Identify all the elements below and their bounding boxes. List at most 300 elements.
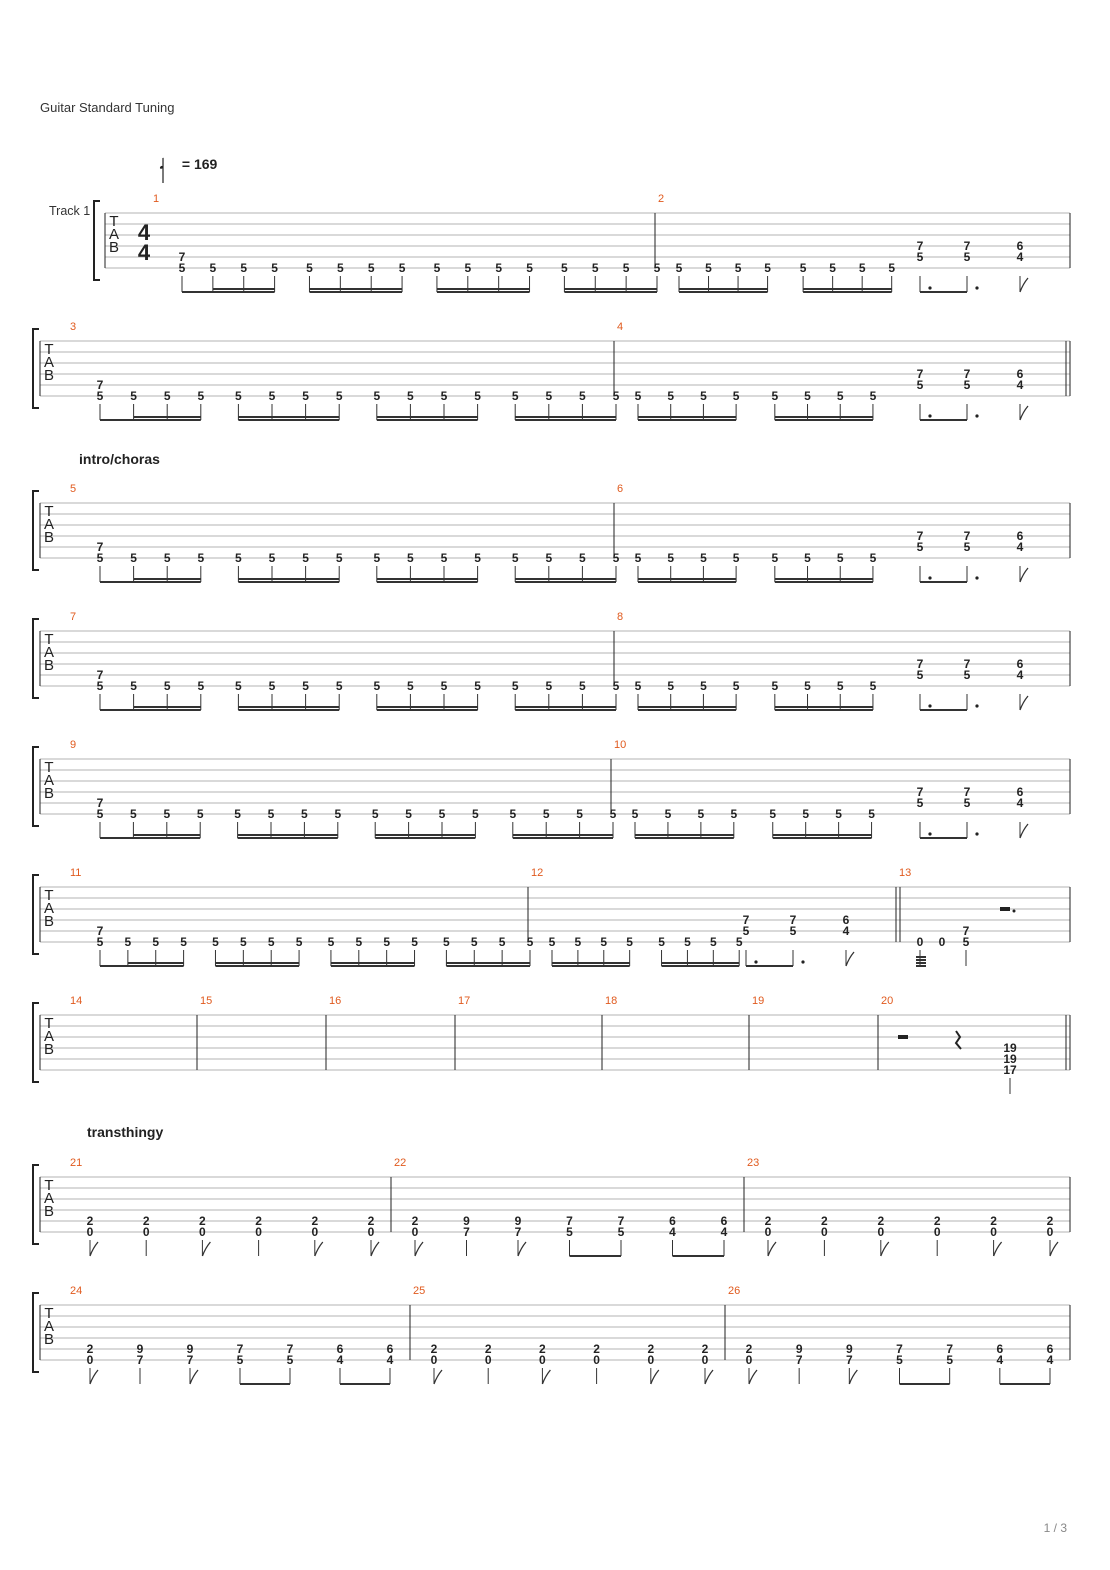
- measure-number: 4: [617, 321, 624, 333]
- fret-number: 5: [612, 679, 620, 693]
- fret-number: 0: [593, 1353, 600, 1367]
- fret-number: 7: [963, 239, 971, 253]
- fret-number: 4: [1046, 1353, 1054, 1367]
- fret-number: 5: [268, 679, 276, 693]
- flag: [202, 1242, 210, 1256]
- fret-number: 0: [86, 1353, 94, 1367]
- fret-number: 5: [771, 551, 779, 565]
- fret-number: 5: [236, 1353, 244, 1367]
- system-bracket: [33, 329, 39, 408]
- fret-number: 5: [591, 261, 599, 275]
- fret-number: 19: [1003, 1052, 1017, 1066]
- fret-number: 6: [1016, 239, 1024, 253]
- fret-number: 0: [1046, 1225, 1054, 1239]
- fret-number: 5: [963, 796, 971, 810]
- fret-number: 5: [869, 389, 877, 403]
- measure-number: 10: [614, 739, 627, 751]
- dotted-half-rest: [1000, 907, 1010, 911]
- system-bracket: [33, 491, 39, 570]
- fret-number: 5: [163, 807, 171, 821]
- fret-number: 5: [868, 807, 875, 821]
- fret-number: 5: [271, 261, 278, 275]
- fret-number: 5: [163, 551, 171, 565]
- tab-clef-letter: A: [43, 644, 55, 661]
- fret-number: 5: [302, 679, 309, 693]
- fret-number: 5: [335, 679, 343, 693]
- fret-number: 5: [334, 807, 342, 821]
- fret-number: 2: [877, 1214, 885, 1228]
- fret-number: 7: [963, 785, 971, 799]
- fret-number: 5: [197, 389, 205, 403]
- fret-number: 4: [669, 1225, 676, 1239]
- fret-number: 7: [795, 1353, 803, 1367]
- dot: [975, 414, 978, 417]
- system-bracket: [33, 1165, 39, 1244]
- fret-number: 5: [700, 551, 707, 565]
- fret-number: 5: [836, 679, 844, 693]
- fret-number: 5: [730, 807, 738, 821]
- fret-number: 2: [311, 1214, 319, 1228]
- fret-number: 4: [1016, 250, 1024, 264]
- fret-number: 0: [701, 1353, 709, 1367]
- dot: [928, 576, 931, 579]
- fret-number: 5: [916, 250, 924, 264]
- dot: [928, 832, 931, 835]
- fret-number: 5: [239, 935, 247, 949]
- measure-number: 24: [70, 1285, 83, 1297]
- fret-number: 5: [407, 551, 414, 565]
- fret-number: 5: [180, 935, 187, 949]
- fret-number: 5: [609, 807, 617, 821]
- fret-number: 5: [963, 250, 971, 264]
- tab-clef-letter: T: [44, 503, 54, 520]
- fret-number: 7: [916, 239, 924, 253]
- fret-number: 2: [701, 1342, 709, 1356]
- flag: [1020, 278, 1028, 292]
- fret-number: 5: [130, 551, 137, 565]
- fret-number: 5: [268, 389, 276, 403]
- fret-number: 5: [383, 935, 391, 949]
- dot: [928, 414, 931, 417]
- fret-number: 0: [86, 1225, 94, 1239]
- fret-number: 4: [386, 1353, 394, 1367]
- fret-number: 7: [916, 785, 924, 799]
- measure-number: 8: [617, 611, 624, 623]
- fret-number: 5: [869, 551, 877, 565]
- tab-clef-letter: B: [43, 657, 55, 674]
- fret-number: 5: [545, 551, 553, 565]
- fret-number: 6: [669, 1214, 676, 1228]
- fret-number: 7: [962, 924, 970, 938]
- tab-clef-letter: A: [43, 516, 55, 533]
- fret-number: 7: [96, 796, 104, 810]
- dot: [975, 576, 978, 579]
- fret-number: 5: [197, 679, 205, 693]
- measure-number: 22: [394, 1157, 407, 1169]
- fret-number: 0: [142, 1225, 150, 1239]
- fret-number: 5: [130, 807, 137, 821]
- fret-number: 5: [946, 1353, 954, 1367]
- fret-number: 19: [1003, 1041, 1017, 1055]
- fret-number: 5: [367, 261, 375, 275]
- fret-number: 5: [472, 807, 479, 821]
- fret-number: 4: [336, 1353, 344, 1367]
- fret-number: 6: [1016, 657, 1024, 671]
- fret-number: 5: [600, 935, 608, 949]
- tab-clef-letter: B: [43, 529, 55, 546]
- fret-number: 9: [845, 1342, 853, 1356]
- flag: [1050, 1242, 1058, 1256]
- fret-number: 4: [1016, 540, 1024, 554]
- fret-number: 5: [634, 679, 642, 693]
- fret-number: 0: [990, 1225, 997, 1239]
- fret-number: 9: [795, 1342, 803, 1356]
- fret-number: 2: [484, 1342, 492, 1356]
- fret-number: 5: [411, 935, 418, 949]
- measure-number: 16: [329, 995, 342, 1007]
- tab-clef-letter: T: [109, 213, 119, 230]
- fret-number: 2: [199, 1214, 206, 1228]
- fret-number: 5: [301, 807, 308, 821]
- fret-number: 2: [539, 1342, 546, 1356]
- fret-number: 5: [267, 807, 275, 821]
- dot: [928, 286, 931, 289]
- fret-number: 7: [916, 367, 924, 381]
- fret-number: 0: [411, 1225, 419, 1239]
- fret-number: 5: [268, 551, 276, 565]
- fret-number: 5: [804, 551, 811, 565]
- fret-number: 7: [789, 913, 797, 927]
- measure-number: 11: [70, 867, 82, 879]
- fret-number: 5: [295, 935, 303, 949]
- fret-number: 5: [407, 389, 414, 403]
- fret-number: 5: [526, 935, 534, 949]
- fret-number: 7: [463, 1225, 470, 1239]
- tab-clef-letter: T: [44, 1305, 54, 1322]
- dot: [975, 704, 978, 707]
- tab-clef-letter: A: [108, 226, 120, 243]
- fret-number: 5: [634, 389, 642, 403]
- fret-number: 7: [617, 1214, 625, 1228]
- fret-number: 5: [634, 551, 642, 565]
- fret-number: 5: [804, 679, 811, 693]
- fret-number: 5: [235, 389, 242, 403]
- fret-number: 5: [916, 796, 924, 810]
- dot: [975, 832, 978, 835]
- fret-number: 0: [430, 1353, 438, 1367]
- fret-number: 5: [769, 807, 777, 821]
- measure-number: 23: [747, 1157, 760, 1169]
- system-bracket: [94, 201, 100, 280]
- fret-number: 5: [306, 261, 313, 275]
- fret-number: 5: [963, 668, 971, 682]
- fret-number: 5: [433, 261, 441, 275]
- flag: [315, 1242, 323, 1256]
- flag: [749, 1370, 757, 1384]
- system-bracket: [33, 875, 39, 954]
- fret-number: 5: [197, 551, 205, 565]
- fret-number: 5: [96, 807, 104, 821]
- fret-number: 5: [764, 261, 771, 275]
- fret-number: 5: [664, 807, 672, 821]
- fret-number: 5: [735, 935, 743, 949]
- flag: [994, 1242, 1002, 1256]
- fret-number: 4: [842, 924, 850, 938]
- fret-number: 5: [440, 679, 448, 693]
- fret-number: 5: [124, 935, 132, 949]
- tab-clef-letter: A: [43, 1318, 55, 1335]
- tab-clef-letter: B: [43, 913, 55, 930]
- fret-number: 2: [411, 1214, 419, 1228]
- fret-number: 0: [877, 1225, 885, 1239]
- fret-number: 5: [373, 389, 381, 403]
- fret-number: 5: [771, 389, 779, 403]
- fret-number: 9: [136, 1342, 144, 1356]
- fret-number: 5: [622, 261, 630, 275]
- fret-number: 5: [667, 551, 675, 565]
- flag: [651, 1370, 659, 1384]
- fret-number: 5: [626, 935, 633, 949]
- fret-number: 7: [136, 1353, 144, 1367]
- fret-number: 5: [799, 261, 807, 275]
- fret-number: 5: [631, 807, 639, 821]
- fret-number: 5: [152, 935, 160, 949]
- measure-number: 6: [617, 483, 624, 495]
- fret-number: 5: [771, 679, 779, 693]
- fret-number: 5: [653, 261, 661, 275]
- fret-number: 5: [579, 389, 586, 403]
- fret-number: 0: [933, 1225, 941, 1239]
- fret-number: 5: [130, 679, 137, 693]
- fret-number: 4: [720, 1225, 728, 1239]
- fret-number: 5: [617, 1225, 625, 1239]
- fret-number: 2: [86, 1342, 94, 1356]
- fret-number: 0: [311, 1225, 319, 1239]
- fret-number: 5: [178, 261, 186, 275]
- fret-number: 9: [514, 1214, 522, 1228]
- fret-number: 5: [526, 261, 533, 275]
- fret-number: 5: [732, 679, 740, 693]
- fret-number: 5: [511, 389, 519, 403]
- measure-number: 20: [881, 995, 894, 1007]
- system-bracket: [33, 747, 39, 826]
- fret-number: 5: [240, 261, 248, 275]
- fret-number: 2: [647, 1342, 655, 1356]
- measure-number: 9: [70, 739, 77, 751]
- fret-number: 5: [286, 1353, 294, 1367]
- tab-clef-letter: T: [44, 887, 54, 904]
- fret-number: 5: [407, 679, 414, 693]
- fret-number: 5: [373, 551, 381, 565]
- fret-number: 2: [821, 1214, 828, 1228]
- tab-clef-letter: A: [43, 1028, 55, 1045]
- fret-number: 7: [896, 1342, 903, 1356]
- quarter-note-icon: ♩: [158, 152, 178, 174]
- fret-number: 0: [199, 1225, 206, 1239]
- fret-number: 5: [888, 261, 896, 275]
- flag: [1020, 824, 1028, 838]
- fret-number: 5: [542, 807, 550, 821]
- measure-number: 2: [658, 193, 665, 205]
- fret-number: 5: [697, 807, 705, 821]
- flag: [415, 1242, 423, 1256]
- fret-number: 5: [829, 261, 836, 275]
- fret-number: 5: [302, 551, 309, 565]
- flag: [371, 1242, 379, 1256]
- flag: [190, 1370, 198, 1384]
- tab-clef-letter: A: [43, 772, 55, 789]
- fret-number: 4: [1016, 668, 1024, 682]
- fret-number: 5: [574, 935, 582, 949]
- tempo-value: 169: [193, 156, 218, 172]
- fret-number: 5: [209, 261, 217, 275]
- fret-number: 5: [163, 389, 171, 403]
- tab-clef-letter: B: [43, 785, 55, 802]
- fret-number: 7: [286, 1342, 294, 1356]
- fret-number: 5: [804, 389, 811, 403]
- half-rest: [898, 1035, 908, 1039]
- dot: [801, 960, 804, 963]
- tab-clef-letter: T: [44, 631, 54, 648]
- fret-number: 7: [963, 657, 971, 671]
- fret-number: 5: [474, 551, 481, 565]
- fret-number: 5: [96, 551, 104, 565]
- fret-number: 7: [96, 668, 104, 682]
- flag: [90, 1370, 98, 1384]
- dot: [928, 704, 931, 707]
- measure-number: 7: [70, 611, 77, 623]
- fret-number: 2: [86, 1214, 94, 1228]
- fret-number: 5: [858, 261, 866, 275]
- fret-number: 5: [511, 551, 519, 565]
- tab-clef-letter: B: [43, 1203, 55, 1220]
- tab-clef-letter: T: [44, 1015, 54, 1032]
- fret-number: 5: [335, 389, 343, 403]
- fret-number: 6: [1016, 367, 1024, 381]
- fret-number: 6: [1046, 1342, 1054, 1356]
- fret-number: 5: [464, 261, 472, 275]
- tab-clef-letter: B: [43, 1331, 55, 1348]
- fret-number: 0: [367, 1225, 375, 1239]
- fret-number: 7: [845, 1353, 853, 1367]
- fret-number: 5: [709, 935, 717, 949]
- fret-number: 0: [916, 935, 924, 949]
- fret-number: 7: [916, 657, 924, 671]
- fret-number: 5: [579, 551, 586, 565]
- fret-number: 6: [996, 1342, 1004, 1356]
- fret-number: 6: [842, 913, 850, 927]
- fret-number: 2: [593, 1342, 600, 1356]
- fret-number: 5: [612, 551, 620, 565]
- fret-number: 5: [667, 389, 675, 403]
- fret-number: 0: [764, 1225, 772, 1239]
- fret-number: 5: [371, 807, 379, 821]
- measure-number: 19: [752, 995, 765, 1007]
- fret-number: 5: [869, 679, 877, 693]
- dot: [1013, 910, 1016, 913]
- fret-number: 7: [96, 924, 104, 938]
- flag: [1020, 406, 1028, 420]
- fret-number: 5: [802, 807, 810, 821]
- fret-number: 4: [996, 1353, 1004, 1367]
- flag: [90, 1242, 98, 1256]
- flag: [542, 1370, 550, 1384]
- flag: [846, 952, 854, 966]
- fret-number: 5: [196, 807, 204, 821]
- fret-number: 5: [545, 389, 553, 403]
- measure-number: 1: [153, 193, 160, 205]
- fret-number: 4: [1016, 796, 1024, 810]
- section-label-intro: intro/choras: [79, 451, 160, 467]
- fret-number: 5: [373, 679, 381, 693]
- system-bracket: [33, 619, 39, 698]
- measure-number: 21: [70, 1157, 83, 1169]
- fret-number: 5: [267, 935, 275, 949]
- fret-number: 2: [430, 1342, 438, 1356]
- fret-number: 5: [916, 668, 924, 682]
- fret-number: 5: [509, 807, 517, 821]
- measure-number: 17: [458, 995, 471, 1007]
- fret-number: 7: [96, 540, 104, 554]
- measure-number: 26: [728, 1285, 741, 1297]
- fret-number: 7: [963, 367, 971, 381]
- fret-number: 5: [742, 924, 750, 938]
- fret-number: 5: [916, 540, 924, 554]
- flag: [705, 1370, 713, 1384]
- fret-number: 5: [163, 679, 171, 693]
- time-signature-top: 4: [137, 220, 151, 245]
- fret-number: 5: [732, 551, 740, 565]
- fret-number: 5: [836, 551, 844, 565]
- fret-number: 6: [336, 1342, 344, 1356]
- measure-number: 15: [200, 995, 213, 1007]
- track-name: Track 1: [49, 204, 91, 218]
- quarter-rest: [956, 1031, 961, 1049]
- fret-number: 6: [720, 1214, 728, 1228]
- fret-number: 5: [495, 261, 503, 275]
- tab-clef-letter: B: [108, 239, 120, 256]
- measure-number: 18: [605, 995, 618, 1007]
- fret-number: 4: [1016, 378, 1024, 392]
- fret-number: 7: [946, 1342, 954, 1356]
- flag: [1020, 568, 1028, 582]
- fret-number: 5: [511, 679, 519, 693]
- fret-number: 5: [235, 679, 242, 693]
- fret-number: 7: [178, 250, 186, 264]
- tab-clef-letter: B: [43, 367, 55, 384]
- fret-number: 5: [474, 389, 481, 403]
- fret-number: 5: [579, 679, 586, 693]
- page-number: 1 / 3: [1043, 1521, 1067, 1535]
- fret-number: 7: [514, 1225, 522, 1239]
- fret-number: 0: [539, 1353, 546, 1367]
- fret-number: 9: [463, 1214, 470, 1228]
- fret-number: 2: [255, 1214, 262, 1228]
- fret-number: 5: [96, 935, 104, 949]
- dot: [975, 286, 978, 289]
- fret-number: 6: [1016, 785, 1024, 799]
- fret-number: 5: [963, 540, 971, 554]
- fret-number: 5: [130, 389, 137, 403]
- fret-number: 17: [1003, 1063, 1017, 1077]
- fret-number: 7: [566, 1214, 573, 1228]
- tab-clef-letter: B: [43, 1041, 55, 1058]
- fret-number: 5: [962, 935, 970, 949]
- fret-number: 5: [667, 679, 675, 693]
- tempo-marking: ♩ = 169: [158, 152, 218, 174]
- fret-number: 2: [367, 1214, 375, 1228]
- fret-number: 5: [705, 261, 712, 275]
